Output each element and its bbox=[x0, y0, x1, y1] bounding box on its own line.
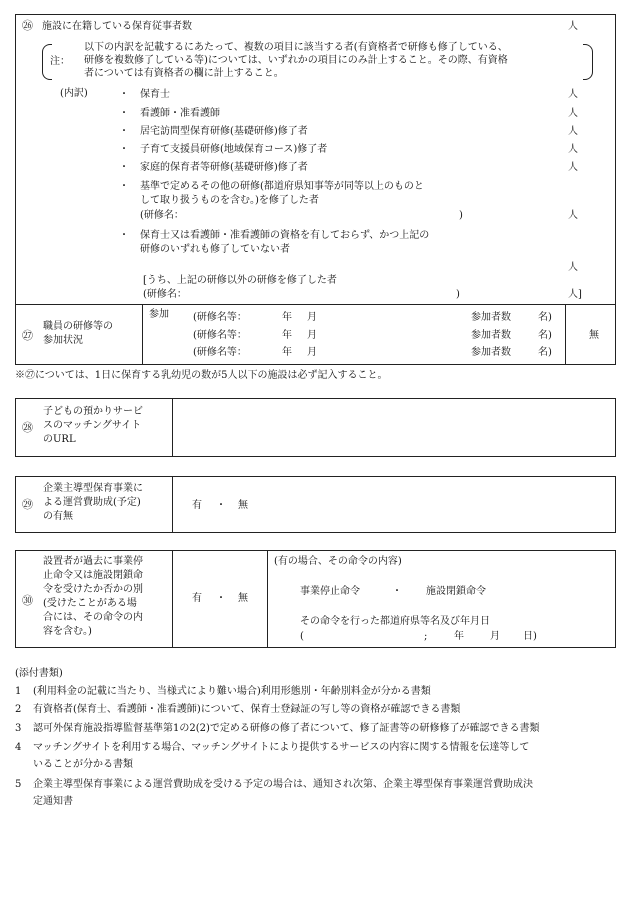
training-year: 年 bbox=[282, 312, 292, 323]
breakdown-item-unit: 人 bbox=[568, 162, 578, 173]
section-30-number: ㉚ bbox=[22, 594, 33, 607]
training-participants: 参加者数 bbox=[471, 347, 511, 358]
training-course: (研修名等： bbox=[193, 312, 247, 323]
facility-closure-order[interactable]: 施設閉鎖命令 bbox=[426, 586, 486, 597]
section-27-label: 参加状況 bbox=[43, 335, 83, 346]
section-28-divider bbox=[172, 398, 173, 457]
breakdown-item-label: 保育士 bbox=[140, 89, 170, 100]
section-30-divider-1 bbox=[172, 550, 173, 648]
bullet: ・ bbox=[119, 181, 129, 192]
note-bracket-right bbox=[583, 44, 593, 80]
attachment-text: 認可外保育施設指導監督基準第1の2(2)で定める研修の修了者について、修了証書等の研修修了が確認できる書類 bbox=[33, 723, 540, 734]
attachments-title: (添付書類) bbox=[15, 668, 63, 679]
section-27-footnote: ※㉗については、1日に保育する乳幼児の数が5人以下の施設は必ず記入すること。 bbox=[15, 370, 388, 381]
training-month: 月 bbox=[307, 347, 317, 358]
sub-training-course: (研修名： bbox=[143, 289, 187, 300]
bullet: ・ bbox=[119, 89, 129, 100]
other-training-course-close: ) bbox=[459, 210, 463, 221]
divider-26-27 bbox=[15, 304, 616, 305]
section-29-divider bbox=[172, 476, 173, 533]
option-separator: ・ bbox=[216, 500, 226, 511]
issuer-semicolon: ; bbox=[424, 631, 428, 642]
section-26-unit: 人 bbox=[568, 21, 578, 32]
other-training-course: (研修名： bbox=[140, 210, 184, 221]
training-course: (研修名等： bbox=[193, 330, 247, 341]
training-month: 月 bbox=[307, 330, 317, 341]
section-26-number: ㉖ bbox=[22, 19, 33, 32]
unqualified-line: 保育士又は看護師・准看護師の資格を有しておらず、かつ上記の bbox=[140, 230, 430, 241]
divider-27-none bbox=[565, 304, 566, 365]
training-none: 無 bbox=[589, 330, 599, 341]
breakdown-item-unit: 人 bbox=[568, 144, 578, 155]
training-month: 月 bbox=[307, 312, 317, 323]
other-training-line: 基準で定めるその他の研修(都道府県知事等が同等以上のものと bbox=[140, 181, 424, 192]
training-year: 年 bbox=[282, 330, 292, 341]
section-29-label: の有無 bbox=[43, 511, 73, 522]
order-detail-title: (有の場合、その命令の内容) bbox=[274, 556, 402, 567]
attachment-number: 4 bbox=[15, 742, 22, 753]
bullet: ・ bbox=[119, 108, 129, 119]
training-course: (研修名等： bbox=[193, 347, 247, 358]
issuer-day: 日) bbox=[523, 631, 537, 642]
subsidy-yes-option[interactable]: 有 bbox=[192, 500, 202, 511]
breakdown-item-label: 看護師・准看護師 bbox=[140, 108, 220, 119]
unqualified-line: 研修のいずれも修了していない者 bbox=[140, 244, 290, 255]
bullet: ・ bbox=[119, 230, 129, 241]
section-30-label: (受けたことがある場 bbox=[43, 598, 137, 609]
section-26-title: 施設に在籍している保育従事者数 bbox=[42, 21, 192, 32]
section-29-label: 企業主導型保育事業に bbox=[43, 483, 143, 494]
sub-training-unit: 人] bbox=[568, 289, 582, 300]
issuer-month: 月 bbox=[490, 631, 500, 642]
section-27-number: ㉗ bbox=[22, 329, 33, 342]
attachment-number: 5 bbox=[15, 779, 22, 790]
section-28-label: スのマッチングサイト bbox=[43, 420, 142, 431]
order-no-option[interactable]: 無 bbox=[238, 593, 248, 604]
attachment-text: 企業主導型保育事業による運営費助成を受ける予定の場合は、通知され次第、企業主導型保育事業運営費助成決 bbox=[33, 779, 533, 790]
training-year: 年 bbox=[282, 347, 292, 358]
attachment-text: 有資格者(保育士、看護師・准看護師)について、保育士登録証の写し等の資格が確認できる書類 bbox=[33, 704, 461, 715]
section-30-label: 容を含む。) bbox=[43, 626, 92, 637]
order-yes-option[interactable]: 有 bbox=[192, 593, 202, 604]
training-participants: 参加者数 bbox=[471, 312, 511, 323]
attachment-text: いることが分かる書類 bbox=[33, 759, 133, 770]
sub-training-course-close: ) bbox=[456, 289, 460, 300]
matching-site-url-field[interactable] bbox=[174, 400, 614, 455]
other-training-unit: 人 bbox=[568, 210, 578, 221]
breakdown-item-unit: 人 bbox=[568, 108, 578, 119]
option-separator: ・ bbox=[216, 593, 226, 604]
attend-label: 参加 bbox=[149, 309, 169, 320]
section-28-label: 子どもの預かりサービ bbox=[43, 406, 143, 417]
attachment-text: マッチングサイトを利用する場合、マッチングサイトにより提供するサービスの内容に関する情報を伝達等して bbox=[33, 742, 530, 753]
business-suspension-order[interactable]: 事業停止命令 bbox=[300, 586, 360, 597]
breakdown-item-label: 家庭的保育者等研修(基礎研修)修了者 bbox=[140, 162, 308, 173]
breakdown-label: (内訳) bbox=[60, 88, 88, 99]
sub-training-line: [うち、上記の研修以外の研修を修了した者 bbox=[143, 275, 337, 286]
other-training-line: して取り扱うものを含む。)を修了した者 bbox=[140, 195, 319, 206]
training-participants-unit: 名) bbox=[538, 347, 552, 358]
attachment-number: 3 bbox=[15, 723, 22, 734]
section-28-label: のURL bbox=[43, 434, 76, 445]
section-26-note bbox=[42, 44, 593, 80]
section-29-number: ㉙ bbox=[22, 498, 33, 511]
section-27-label: 職員の研修等の bbox=[43, 321, 113, 332]
issuer-label: その命令を行った都道府県等名及び年月日 bbox=[300, 616, 490, 627]
note-line: 以下の内訳を記載するにあたって、複数の項目に該当する者(有資格者で研修も修了している、 bbox=[84, 42, 508, 53]
subsidy-no-option[interactable]: 無 bbox=[238, 500, 248, 511]
section-30-label: 設置者が過去に事業停 bbox=[43, 556, 143, 567]
bullet: ・ bbox=[119, 126, 129, 137]
breakdown-item-label: 子育て支援員研修(地域保育コース)修了者 bbox=[140, 144, 328, 155]
divider-27-label bbox=[142, 304, 143, 365]
attachment-number: 2 bbox=[15, 704, 22, 715]
training-participants-unit: 名) bbox=[538, 330, 552, 341]
option-separator: ・ bbox=[392, 586, 402, 597]
section-30-label: 令を受けたか否かの別 bbox=[43, 584, 143, 595]
issuer-paren-open: ( bbox=[300, 631, 304, 642]
breakdown-item-unit: 人 bbox=[568, 89, 578, 100]
bullet: ・ bbox=[119, 144, 129, 155]
attachment-text: 定通知書 bbox=[33, 796, 73, 807]
training-participants: 参加者数 bbox=[471, 330, 511, 341]
bullet: ・ bbox=[119, 162, 129, 173]
section-30-label: 止命令又は施設閉鎖命 bbox=[43, 570, 143, 581]
breakdown-item-unit: 人 bbox=[568, 126, 578, 137]
section-30-divider-2 bbox=[267, 550, 268, 648]
attachment-text: (利用料金の記載に当たり、当様式により難い場合)利用形態別・年齢別料金が分かる書類 bbox=[33, 686, 431, 697]
section-29-label: よる運営費助成(予定) bbox=[43, 497, 141, 508]
note-label: 注： bbox=[50, 56, 70, 67]
note-line: 研修を複数修了している等)については、いずれかの項目にのみ計上すること。その際、有資格 bbox=[84, 55, 508, 66]
attachment-number: 1 bbox=[15, 686, 22, 697]
training-participants-unit: 名) bbox=[538, 312, 552, 323]
section-28-number: ㉘ bbox=[22, 421, 33, 434]
issuer-year: 年 bbox=[454, 631, 464, 642]
unqualified-unit: 人 bbox=[568, 262, 578, 273]
section-30-label: 合には、その命令の内 bbox=[43, 612, 143, 623]
note-line: 者については有資格者の欄に計上すること。 bbox=[84, 68, 284, 79]
breakdown-item-label: 居宅訪問型保育研修(基礎研修)修了者 bbox=[140, 126, 308, 137]
